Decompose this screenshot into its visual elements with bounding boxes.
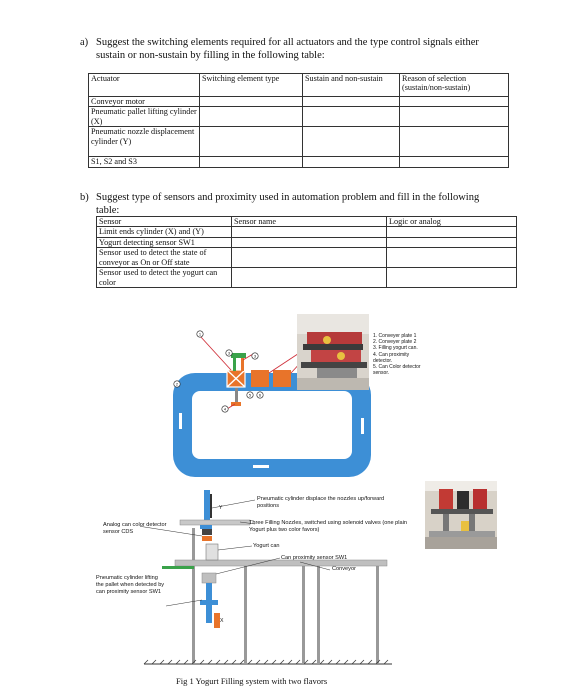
table-a-cell[interactable] (200, 127, 303, 157)
belt-arrow (253, 465, 269, 468)
label-yogurt-can: Yogurt can (253, 543, 280, 549)
table-a-cell: Conveyor motor (89, 97, 200, 107)
table-a-cell: S1, S2 and S3 (89, 157, 200, 167)
table-a-cell: Pneumatic pallet lifting cylinder (X) (89, 107, 200, 127)
conveyor-photo (297, 314, 369, 390)
table-a-cell[interactable] (200, 97, 303, 107)
belt-arrow (179, 413, 182, 429)
table-b-cell: Yogurt detecting sensor SW1 (97, 237, 232, 247)
yogurt-can (206, 544, 218, 560)
svg-text:4: 4 (223, 406, 227, 412)
table-a-header: Actuator (89, 74, 200, 97)
table-a-cell[interactable] (303, 157, 400, 167)
table-a-cell[interactable] (303, 107, 400, 127)
frame-post (317, 566, 320, 663)
frame-post (244, 566, 247, 663)
table-b-cell: Sensor used to detect the state of conveyor as On or Off state (97, 248, 232, 268)
table-b-cell[interactable] (387, 227, 517, 237)
label-pneumatic-lift: Pneumatic cylinder lifting the pallet when detected by can proximity sensor SW1 (96, 575, 165, 595)
label-x: X (220, 618, 224, 624)
label-proximity: Can proximity sensor SW1 (281, 555, 348, 561)
belt-arrow (361, 418, 364, 434)
can-station (273, 370, 291, 387)
table-b-cell: Limit ends cylinder (X) and (Y) (97, 227, 232, 237)
table-a-cell[interactable] (400, 157, 509, 167)
table-b-cell[interactable] (232, 268, 387, 288)
label-conveyor: Conveyor (332, 566, 356, 572)
legend-item: 1. Conveyer plate 1 (373, 333, 417, 339)
legend (373, 333, 433, 376)
table-a-header: Switching element type (200, 74, 303, 97)
svg-text:3: 3 (253, 353, 257, 359)
table-b-cell[interactable] (387, 237, 517, 247)
svg-text:3: 3 (227, 350, 231, 356)
label-y: Y (219, 505, 223, 511)
question-b-line2: table: (96, 205, 120, 216)
svg-text:5: 5 (248, 392, 252, 398)
filling-mechanism-diagram (140, 488, 400, 666)
svg-text:2: 2 (175, 381, 179, 387)
question-b-label: b) (80, 192, 89, 203)
table-b-cell[interactable] (387, 248, 517, 268)
table-a-cell[interactable] (400, 97, 509, 107)
table-a-cell[interactable] (400, 107, 509, 127)
question-a (80, 36, 520, 62)
table-b-cell[interactable] (232, 237, 387, 247)
label-nozzles: Three Filling Nozzles, switched using solenoid valves (one plain Yogurt plus two color favors) (249, 520, 407, 533)
table-a-header: Reason of selection (sustain/non-sustain) (400, 74, 509, 97)
table-a (88, 73, 509, 168)
table-a-cell[interactable] (200, 107, 303, 127)
nozzle-bar (180, 520, 250, 525)
legend-item: 3. Filling yogurt can. (373, 345, 418, 352)
table-b (96, 216, 517, 288)
table-a-cell[interactable] (200, 157, 303, 167)
frame-post (192, 528, 195, 663)
table-b-header: Sensor name (232, 217, 387, 227)
legend-item: 4. Can proximity detector. (373, 351, 410, 364)
table-b-cell[interactable] (387, 268, 517, 288)
table-b-cell[interactable] (232, 248, 387, 268)
table-a-cell: Pneumatic nozzle displacement cylinder (Y) (89, 127, 200, 157)
question-a-label: a) (80, 37, 89, 48)
table-a-header: Sustain and non-sustain (303, 74, 400, 97)
question-a-line1: Suggest the switching elements required for all actuators and the type control signals either (96, 37, 479, 48)
table-b-header: Sensor (97, 217, 232, 227)
label-analog-sensor: Analog can color detector sensor CDS (103, 522, 167, 535)
svg-text:1: 1 (198, 331, 202, 337)
cylinder-y (204, 490, 210, 520)
table-b-header: Logic or analog (387, 217, 517, 227)
table-b-cell[interactable] (232, 227, 387, 237)
table-a-cell[interactable] (303, 97, 400, 107)
legend-item: 2. Conveyer plate 2 (373, 339, 417, 346)
can-station (251, 370, 269, 387)
label-pneumatic-nozzle: Pneumatic cylinder displace the nozzles up/forward positions (257, 496, 385, 509)
svg-text:6: 6 (258, 392, 262, 398)
frame-post (302, 566, 305, 663)
filling-photo (425, 481, 497, 549)
table-b-cell: Sensor used to detect the yogurt can color (97, 268, 232, 288)
green-bar (162, 566, 194, 569)
conveyor-inner (192, 391, 352, 459)
table-a-cell[interactable] (303, 127, 400, 157)
question-a-line2: sustain or non-sustain by filling in the following table: (96, 50, 325, 61)
legend-item: 5. Can Color detector sensor. (373, 364, 421, 377)
figure-caption: Fig 1 Yogurt Filling system with two flavors (176, 676, 328, 686)
question-b (80, 191, 520, 217)
question-b-line1: Suggest type of sensors and proximity used in automation problem and fill in the following (96, 192, 480, 203)
frame-post (376, 566, 379, 663)
table-a-cell[interactable] (400, 127, 509, 157)
